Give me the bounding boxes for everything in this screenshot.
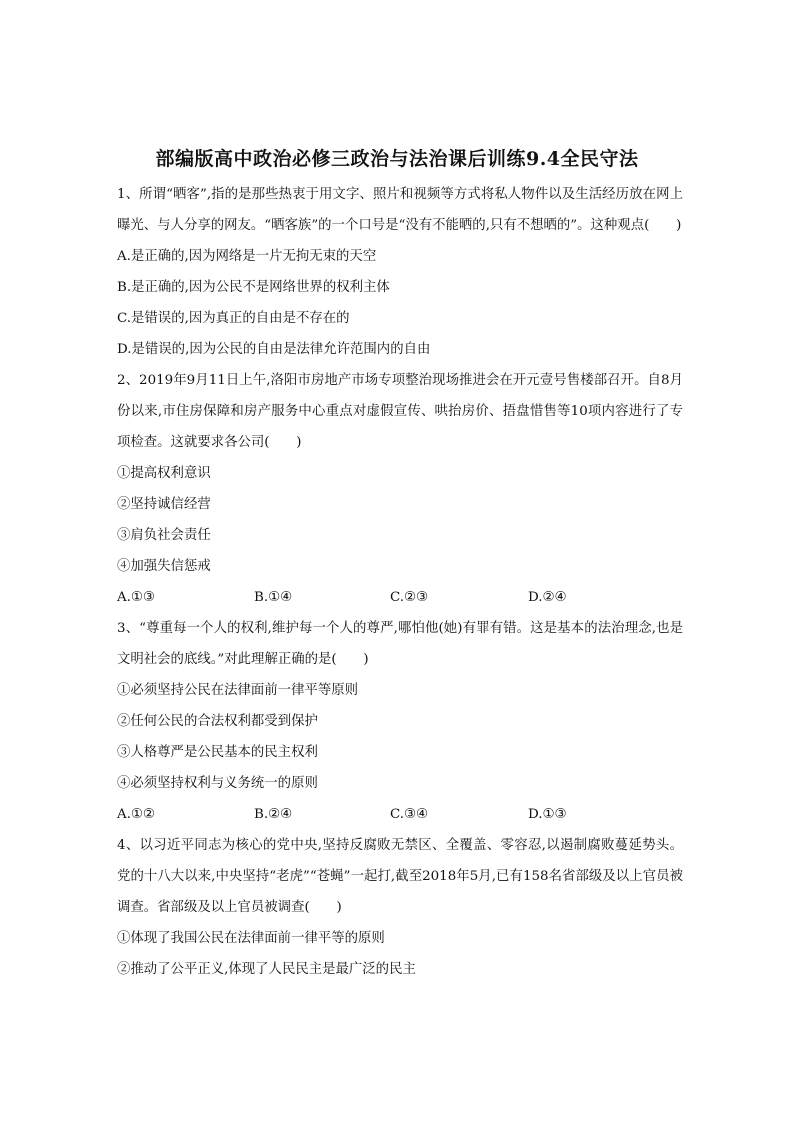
choice-c: C.②③	[390, 590, 429, 605]
statement-1: ①必须坚持公民在法律面前一律平等原则	[117, 683, 359, 698]
choice-b: B.①④	[254, 590, 293, 605]
question-1	[117, 179, 683, 365]
statement-4: ④必须坚持权利与义务统一的原则	[117, 776, 318, 791]
answer-choices	[117, 799, 683, 830]
question-4	[117, 830, 683, 985]
statement-3: ③人格尊严是公民基本的民主权利	[117, 745, 318, 760]
choice-d: D.②④	[528, 590, 567, 605]
statement-1: ①体现了我国公民在法律面前一律平等的原则	[117, 931, 385, 946]
option-a: A.是正确的,因为网络是一片无拘无束的天空	[117, 249, 377, 264]
statement-1: ①提高权利意识	[117, 466, 211, 481]
statement-2: ②坚持诚信经营	[117, 497, 211, 512]
question-stem: 3、“尊重每一个人的权利,维护每一个人的尊严,哪怕他(她)有罪有错。这是基本的法治理念,也是文明社会的底线。”对此理解正确的是( )	[117, 621, 683, 667]
question-stem: 4、以习近平同志为核心的党中央,坚持反腐败无禁区、全覆盖、零容忍,以遏制腐败蔓延势头。党的十八大以来,中央坚持“老虎”“苍蝇”一起打,截至2018年5月,已有158名省部级及以上官员被调查。省部级及以上官员被调查( )	[117, 838, 683, 915]
answer-choices	[117, 582, 683, 613]
option-b: B.是正确的,因为公民不是网络世界的权利主体	[117, 280, 390, 295]
question-stem: 2、2019年9月11日上午,洛阳市房地产市场专项整治现场推进会在开元壹号售楼部召开。自8月份以来,市住房保障和房产服务中心重点对虚假宣传、哄抬房价、捂盘惜售等10项内容进行了专项检查。这就要求各公司( )	[117, 373, 683, 450]
statement-2: ②推动了公平正义,体现了人民民主是最广泛的民主	[117, 962, 416, 977]
choice-d: D.①③	[528, 807, 567, 822]
choice-b: B.②④	[254, 807, 293, 822]
question-stem: 1、所谓“晒客”,指的是那些热衷于用文字、照片和视频等方式将私人物件以及生活经历放在网上曝光、与人分享的网友。“晒客族”的一个口号是“没有不能晒的,只有不想晒的”。这种观点( )	[117, 187, 683, 233]
option-d: D.是错误的,因为公民的自由是法律允许范围内的自由	[117, 342, 431, 357]
choice-a: A.①③	[117, 590, 155, 605]
statement-4: ④加强失信惩戒	[117, 559, 211, 574]
option-c: C.是错误的,因为真正的自由是不存在的	[117, 311, 350, 326]
statement-2: ②任何公民的合法权利都受到保护	[117, 714, 318, 729]
statement-3: ③肩负社会责任	[117, 528, 211, 543]
choice-c: C.③④	[390, 807, 429, 822]
choice-a: A.①②	[117, 807, 155, 822]
question-2	[117, 365, 683, 613]
page-title: 部编版高中政治必修三政治与法治课后训练9.4全民守法	[155, 148, 639, 170]
question-3	[117, 613, 683, 830]
question-list	[117, 179, 683, 985]
